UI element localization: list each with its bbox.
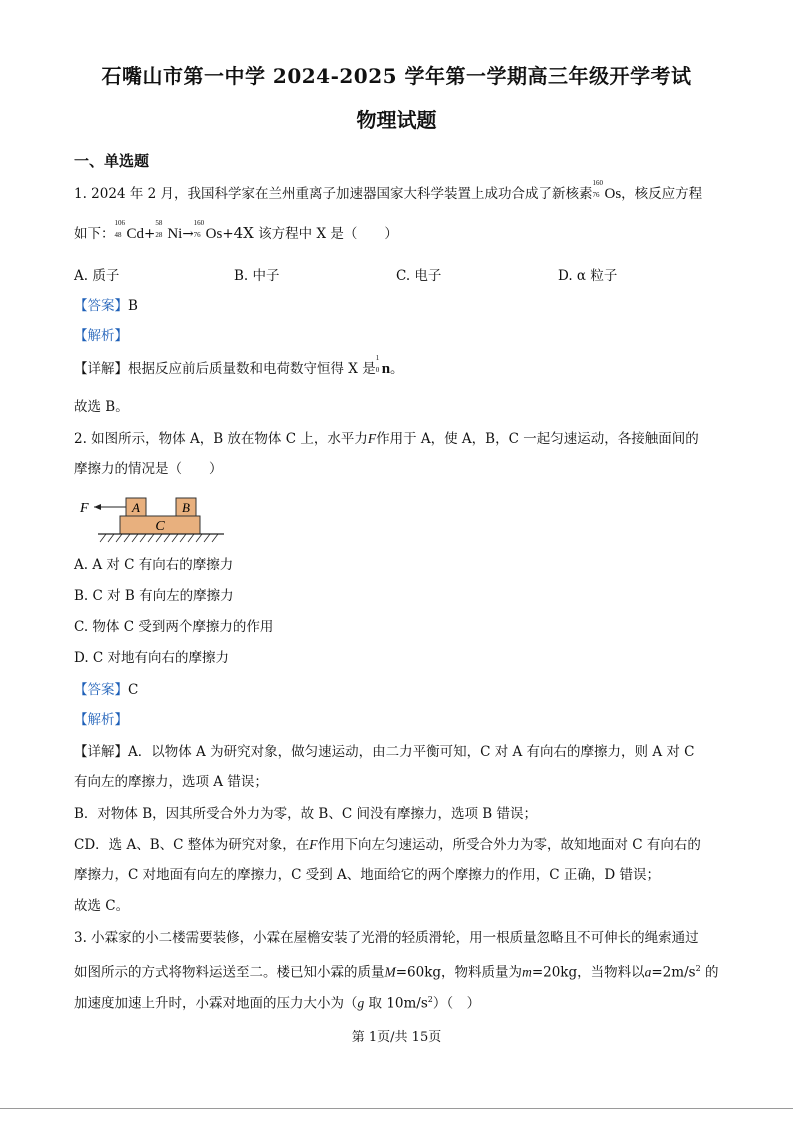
q1-option-c: C. 电子 xyxy=(396,268,442,284)
ni-nuclide: 58 28 Ni xyxy=(155,219,183,242)
block-c-label: C xyxy=(155,519,165,534)
q2-detail-line1: 【详解】A．以物体 A 为研究对象，做匀速运动，由二力平衡可知，C 对 A 有向右的摩擦力，则 A 对 C xyxy=(74,744,695,760)
os-product: 160 76 Os xyxy=(193,219,223,242)
os-nuclide: 160 76 Os xyxy=(592,179,622,202)
q1-detail: 【详解】根据反应前后质量数和电荷数守恒得 X 是 1 0 n。 xyxy=(74,354,404,377)
q2-analysis-tag: 【解析】 xyxy=(74,712,128,728)
q1-analysis-tag: 【解析】 xyxy=(74,328,128,344)
q2-option-a: A. A 对 C 有向右的摩擦力 xyxy=(74,557,234,573)
q2-detail-line2: 有向左的摩擦力，选项 A 错误； xyxy=(74,774,268,790)
page-number: 第 1页/共 15页 xyxy=(351,1030,442,1045)
q3-stem-line3: 加速度加速上升时，小霖对地面的压力大小为（g 取 $10m/s^2$）（ ） xyxy=(74,995,481,1012)
q2-detail-line3: B．对物体 B，因其所受合外力为零，故 B、C 间没有摩擦力，选项 B 错误； xyxy=(74,806,537,822)
reaction-arrow: → xyxy=(182,226,194,242)
q1-option-a: A. 质子 xyxy=(74,268,120,284)
ground-hatch xyxy=(100,534,218,542)
force-arrow-head xyxy=(94,504,101,510)
block-a-label: A xyxy=(132,500,140,515)
q2-detail-line5: 摩擦力，C 对地面有向左的摩擦力，C 受到 A、地面给它的两个摩擦力的作用，C 正确，D 错误； xyxy=(74,867,661,883)
page-subtitle: 物理试题 xyxy=(356,108,437,132)
q1-stem-text: 1. 2024 年 2 月，我国科学家在兰州重离子加速器国家大科学装置上成功合成了新核素 xyxy=(74,186,593,202)
q2-stem-line2: 摩擦力的情况是（ ） xyxy=(74,461,223,477)
force-label: F xyxy=(80,501,89,516)
section-title: 一、单选题 xyxy=(74,152,150,170)
q1-option-b: B. 中子 xyxy=(234,268,280,284)
q2-stem-line1: 2. 如图所示，物体 A，B 放在物体 C 上，水平力F作用于 A，使 A，B，C 一起匀速运动，各接触面间的 xyxy=(74,431,699,447)
cd-nuclide: 106 48 Cd xyxy=(114,219,145,242)
q3-stem-line1: 3. 小霖家的小二楼需要装修，小霖在屋檐安装了光滑的轻质滑轮，用一根质量忽略且不可伸长的绳索通过 xyxy=(74,930,699,946)
neutron-nuclide: 1 0 n xyxy=(375,354,391,377)
q1-option-d: D. α 粒子 xyxy=(558,268,618,284)
q3-stem-line2: 如图所示的方式将物料运送至二。楼已知小霖的质量M=60kg，物料质量为m=20kg，当物料以$a=2m/s^2$ 的 xyxy=(74,964,719,981)
blocks-figure xyxy=(74,494,234,548)
q2-option-d: D. C 对地有向右的摩擦力 xyxy=(74,650,230,666)
q2-detail-line4: CD．选 A、B、C 整体为研究对象，在F作用下向左匀速运动，所受合外力为零，故知地面对 C 有向右的 xyxy=(74,837,701,853)
q1-answer: 【答案】B xyxy=(74,298,138,314)
q1-stem-line2: 如下： 106 48 Cd+ 58 28 Ni→ 160 76 Os+4X 该方程中 X 是（ ） xyxy=(74,219,398,242)
q1-conclusion: 故选 B。 xyxy=(74,399,129,415)
q1-stem-line1: 1. 2024 年 2 月，我国科学家在兰州重离子加速器国家大科学装置上成功合成了新核素 160 76 Os，核反应方程 xyxy=(74,179,703,202)
page-title: 石嘴山市第一中学 2024-2025 学年第一学期高三年级开学考试 xyxy=(101,64,692,88)
q2-conclusion: 故选 C。 xyxy=(74,898,130,914)
bottom-rule xyxy=(0,1108,793,1109)
q2-option-b: B. C 对 B 有向左的摩擦力 xyxy=(74,588,234,604)
block-b-label: B xyxy=(182,500,190,515)
q2-option-c: C. 物体 C 受到两个摩擦力的作用 xyxy=(74,619,274,635)
q2-answer: 【答案】C xyxy=(74,682,139,698)
